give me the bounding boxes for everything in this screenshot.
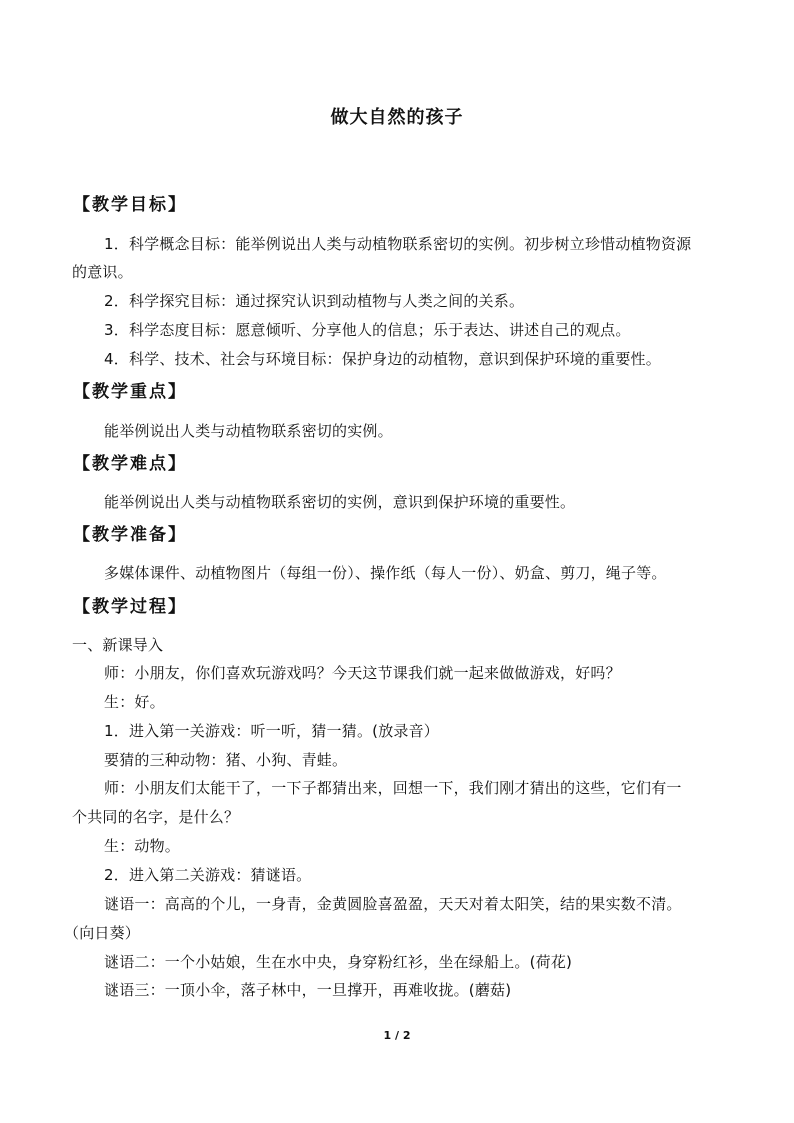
process-line: 生：好。	[104, 693, 165, 711]
riddle-3: 谜语三：一顶小伞，落子林中，一旦撑开，再难收拢。(蘑菇)	[104, 981, 512, 999]
goal-item-2: 2．科学探究目标：通过探究认识到动植物与人类之间的关系。	[104, 292, 525, 310]
key-points-text: 能举例说出人类与动植物联系密切的实例。	[104, 422, 393, 440]
process-line: 师：小朋友们太能干了，一下子都猜出来，回想一下，我们刚才猜出的这些，它们有一	[104, 779, 682, 797]
process-line: 师：小朋友，你们喜欢玩游戏吗？今天这节课我们就一起来做做游戏，好吗？	[104, 664, 621, 682]
goal-item-1-line-1: 1．科学概念目标：能举例说出人类与动植物联系密切的实例。初步树立珍惜动植物资源	[104, 235, 692, 253]
riddle-1: 谜语一：高高的个儿，一身青，金黄圆脸喜盈盈，天天对着太阳笑，结的果实数不清。	[104, 895, 682, 913]
section-heading-preparation: 【教学准备】	[73, 525, 187, 545]
riddle-1-answer: （向日葵）	[64, 924, 141, 942]
riddle-2: 谜语二：一个小姑娘，生在水中央，身穿粉红衫，坐在绿船上。(荷花)	[104, 953, 573, 971]
page-number: 1 / 2	[383, 1029, 411, 1042]
section-heading-key-points: 【教学重点】	[73, 382, 187, 402]
process-line: 个共同的名字，是什么？	[72, 808, 240, 826]
preparation-text: 多媒体课件、动植物图片（每组一份）、操作纸（每人一份）、奶盒、剪刀，绳子等。	[104, 564, 667, 582]
difficulties-text: 能举例说出人类与动植物联系密切的实例，意识到保护环境的重要性。	[104, 493, 576, 511]
goal-item-1-line-2: 的意识。	[72, 263, 133, 281]
section-heading-goals: 【教学目标】	[73, 195, 187, 215]
process-intro: 一、新课导入	[72, 636, 164, 654]
section-heading-process: 【教学过程】	[73, 597, 187, 617]
section-heading-difficulties: 【教学难点】	[73, 454, 187, 474]
process-line: 生：动物。	[104, 837, 181, 855]
goal-item-4: 4．科学、技术、社会与环境目标：保护身边的动植物，意识到保护环境的重要性。	[104, 350, 661, 368]
page-title: 做大自然的孩子	[330, 107, 464, 128]
process-line: 1．进入第一关游戏：听一听，猜一猜。(放录音）	[104, 722, 439, 740]
process-line: 2．进入第二关游戏：猜谜语。	[104, 866, 312, 884]
process-line: 要猜的三种动物：猪、小狗、青蛙。	[104, 751, 348, 769]
goal-item-3: 3．科学态度目标：愿意倾听、分享他人的信息；乐于表达、讲述自己的观点。	[104, 321, 631, 339]
